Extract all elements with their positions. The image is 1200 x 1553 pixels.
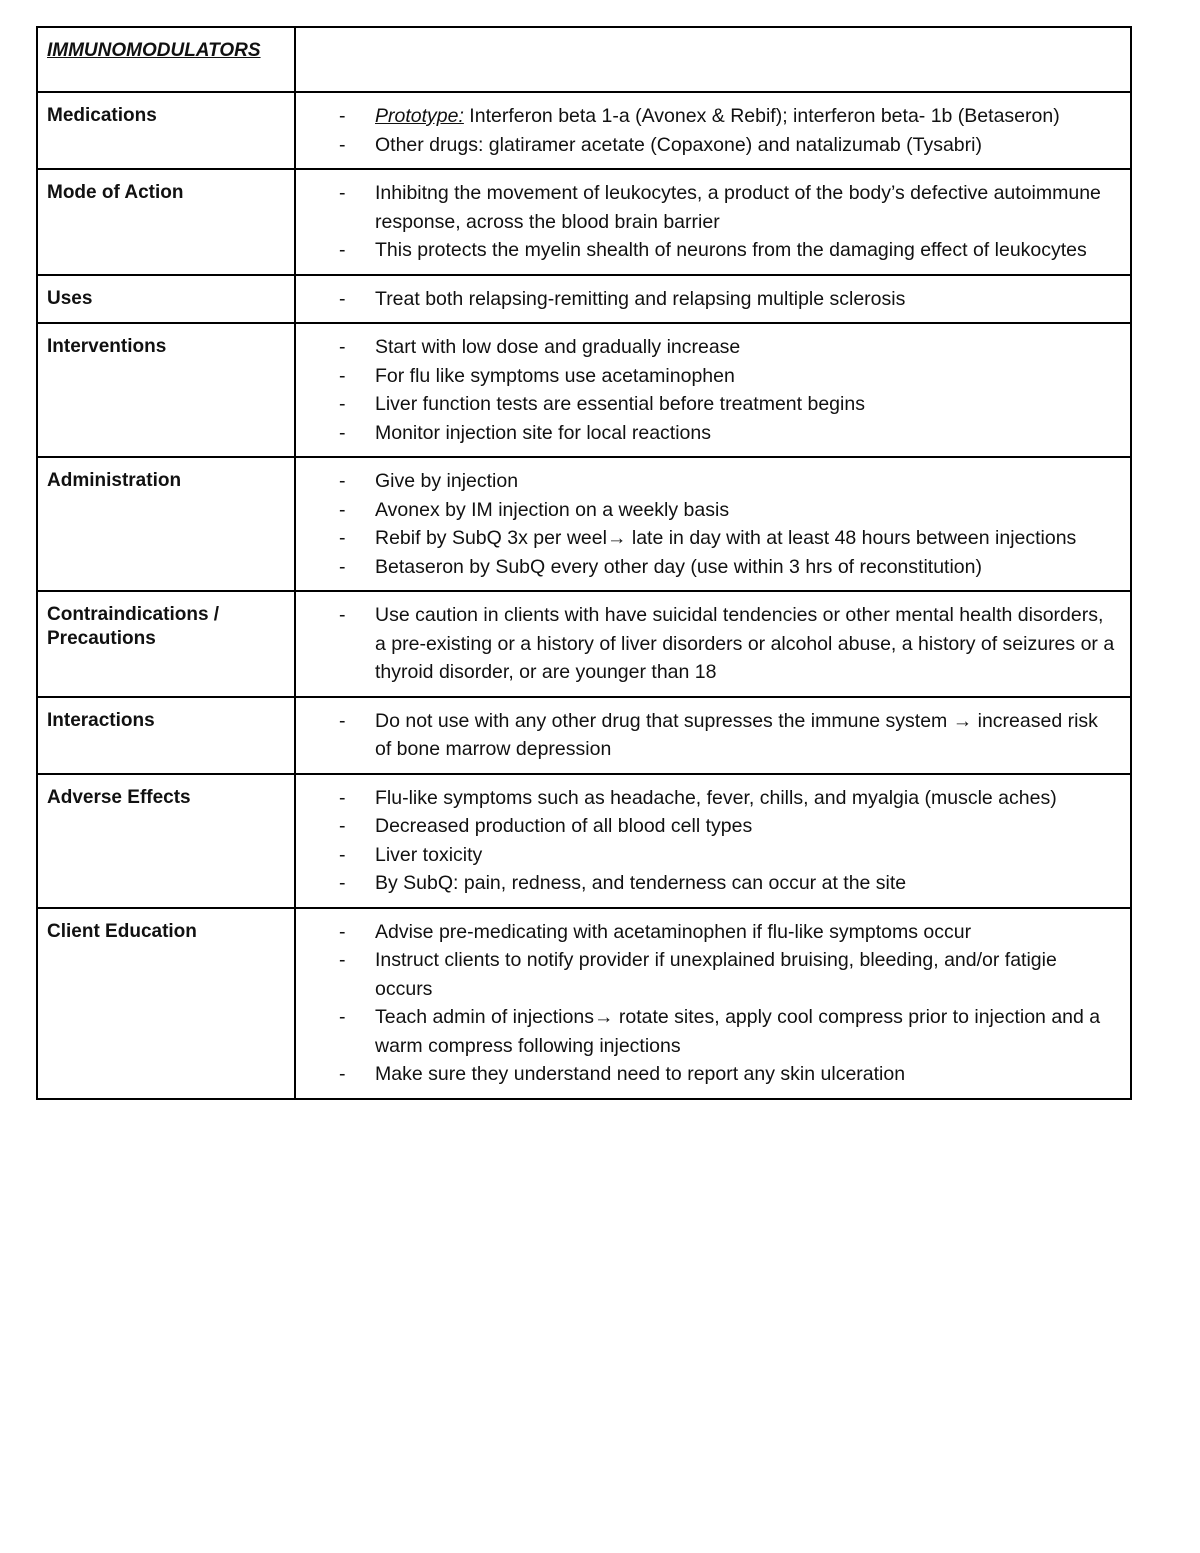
bullet-item	[296, 869, 1118, 898]
row-label-cell	[37, 275, 295, 324]
table-row	[37, 323, 1131, 457]
bullet-text: Avonex by IM injection on a weekly basis	[375, 498, 730, 521]
bullet-item	[296, 524, 1118, 553]
table-row	[37, 697, 1131, 774]
bullet-dash: -	[339, 709, 346, 732]
row-label: Adverse Effects	[47, 786, 191, 808]
bullet-text: Betaseron by SubQ every other day (use within 3 hrs of reconstitution)	[375, 555, 982, 578]
bullet-dash: -	[339, 287, 346, 310]
table-title: IMMUNOMODULATORS	[47, 40, 261, 61]
table-row	[37, 275, 1131, 324]
bullet-text: Do not use with any other drug that supresses the immune system → increased risk of bone marrow depression	[375, 709, 1098, 760]
bullet-list	[296, 102, 1118, 159]
row-label-cell	[37, 323, 295, 457]
bullet-dash: -	[339, 527, 346, 549]
bullet-text: Inhibitng the movement of leukocytes, a product of the body’s defective autoimmune response, across the blood brain barrier	[375, 182, 1101, 233]
row-label-cell	[37, 169, 295, 275]
bullet-item	[296, 131, 1118, 160]
bullet-item	[296, 812, 1118, 841]
bullet-list	[296, 333, 1118, 447]
bullet-item	[296, 918, 1118, 947]
bullet-text: Liver function tests are essential before treatment begins	[375, 393, 865, 415]
row-label: Administration	[47, 470, 182, 491]
table-body	[37, 27, 1131, 1099]
bullet-dash: -	[339, 470, 346, 492]
row-label: Contraindications / Precautions	[47, 604, 220, 649]
bullet-text: Give by injection	[375, 470, 519, 492]
bullet-text: Make sure they understand need to report any skin ulceration	[375, 1063, 906, 1085]
bullet-item	[296, 601, 1118, 687]
row-content-cell	[295, 591, 1131, 697]
row-label-cell	[37, 92, 295, 169]
bullet-list	[296, 179, 1118, 265]
bullet-dash: -	[339, 182, 346, 204]
bullet-item	[296, 102, 1118, 131]
row-label-cell	[37, 774, 295, 908]
bullet-item	[296, 179, 1118, 236]
bullet-item	[296, 784, 1118, 813]
bullet-item	[296, 496, 1118, 525]
bullet-dash: -	[339, 843, 346, 866]
row-content-cell	[295, 323, 1131, 457]
row-content-cell	[295, 908, 1131, 1099]
row-label: Interventions	[47, 336, 167, 357]
table-row	[37, 908, 1131, 1099]
bullet-dash: -	[339, 336, 346, 358]
bullet-list	[296, 467, 1118, 581]
bullet-text: Interferon beta 1-a (Avonex & Rebif); interferon beta- 1b (Betaseron)	[463, 105, 1060, 127]
bullet-text: Flu-like symptoms such as headache, fever, chills, and myalgia (muscle aches)	[375, 786, 1057, 809]
bullet-dash: -	[339, 364, 346, 387]
bullet-text: Advise pre-medicating with acetaminophen if flu-like symptoms occur	[375, 920, 972, 943]
bullet-text: Monitor injection site for local reactions	[375, 421, 711, 444]
header-empty-cell	[295, 27, 1131, 92]
bullet-dash: -	[339, 1063, 346, 1085]
row-content-cell	[295, 774, 1131, 908]
bullet-text: Use caution in clients with have suicidal tendencies or other mental health disorders, a pre-existing or a history of liver disorders or alcohol abuse, a history of seizures or a thyroid disorder, or are younger than 18	[375, 604, 1115, 683]
row-label-cell	[37, 591, 295, 697]
row-label: Client Education	[47, 920, 197, 942]
bullet-item	[296, 1060, 1118, 1089]
bullet-text: By SubQ: pain, redness, and tenderness can occur at the site	[375, 872, 907, 894]
bullet-text: This protects the myelin shealth of neurons from the damaging effect of leukocytes	[375, 239, 1087, 261]
bullet-dash: -	[339, 555, 346, 578]
header-title-cell	[37, 27, 295, 92]
bullet-text: Treat both relapsing-remitting and relapsing multiple sclerosis	[375, 287, 906, 310]
table-row	[37, 92, 1131, 169]
bullet-dash: -	[339, 105, 346, 127]
bullet-item	[296, 285, 1118, 314]
bullet-dash: -	[339, 421, 346, 444]
row-content-cell	[295, 169, 1131, 275]
bullet-item	[296, 946, 1118, 1003]
bullet-dash: -	[339, 949, 346, 971]
bullet-dash: -	[339, 1006, 346, 1028]
table-row	[37, 774, 1131, 908]
bullet-text: Liver toxicity	[375, 843, 483, 866]
bullet-item	[296, 1003, 1118, 1060]
bullet-item	[296, 707, 1118, 764]
row-label-cell	[37, 457, 295, 591]
bullet-text: For flu like symptoms use acetaminophen	[375, 364, 735, 387]
bullet-item	[296, 841, 1118, 870]
bullet-dash: -	[339, 872, 346, 894]
bullet-dash: -	[339, 920, 346, 943]
bullet-text: Teach admin of injections→ rotate sites, apply cool compress prior to injection and a warm compress following injections	[375, 1006, 1101, 1057]
row-label: Medications	[47, 105, 157, 126]
bullet-list	[296, 918, 1118, 1089]
bullet-text: Decreased production of all blood cell types	[375, 815, 753, 837]
drug-summary-table	[36, 26, 1132, 1100]
bullet-list	[296, 601, 1118, 687]
bullet-list	[296, 707, 1118, 764]
row-label: Interactions	[47, 709, 155, 731]
bullet-text: Rebif by SubQ 3x per weel→ late in day with at least 48 hours between injections	[375, 527, 1077, 549]
bullet-item	[296, 390, 1118, 419]
bullet-list	[296, 784, 1118, 898]
bullet-dash: -	[339, 604, 346, 626]
table-row	[37, 169, 1131, 275]
bullet-dash: -	[339, 786, 346, 809]
bullet-text: Instruct clients to notify provider if unexplained bruising, bleeding, and/or fatigie occurs	[375, 949, 1057, 1000]
row-label: Mode of Action	[47, 182, 184, 203]
row-label: Uses	[47, 287, 93, 309]
row-content-cell	[295, 697, 1131, 774]
bullet-dash: -	[339, 133, 346, 156]
bullet-dash: -	[339, 498, 346, 521]
bullet-item	[296, 236, 1118, 265]
bullet-item	[296, 553, 1118, 582]
table-header-row	[37, 27, 1131, 92]
row-content-cell	[295, 275, 1131, 324]
row-label-cell	[37, 908, 295, 1099]
bullet-dash: -	[339, 393, 346, 415]
row-content-cell	[295, 457, 1131, 591]
bullet-dash: -	[339, 815, 346, 837]
table-row	[37, 457, 1131, 591]
bullet-prefix: Prototype:	[375, 105, 464, 127]
bullet-item	[296, 362, 1118, 391]
table-row	[37, 591, 1131, 697]
bullet-dash: -	[339, 239, 346, 261]
row-content-cell	[295, 92, 1131, 169]
bullet-text: Other drugs: glatiramer acetate (Copaxone) and natalizumab (Tysabri)	[375, 133, 982, 156]
bullet-item	[296, 419, 1118, 448]
bullet-item	[296, 333, 1118, 362]
bullet-item	[296, 467, 1118, 496]
bullet-text: Start with low dose and gradually increase	[375, 336, 741, 358]
bullet-list	[296, 285, 1118, 314]
row-label-cell	[37, 697, 295, 774]
